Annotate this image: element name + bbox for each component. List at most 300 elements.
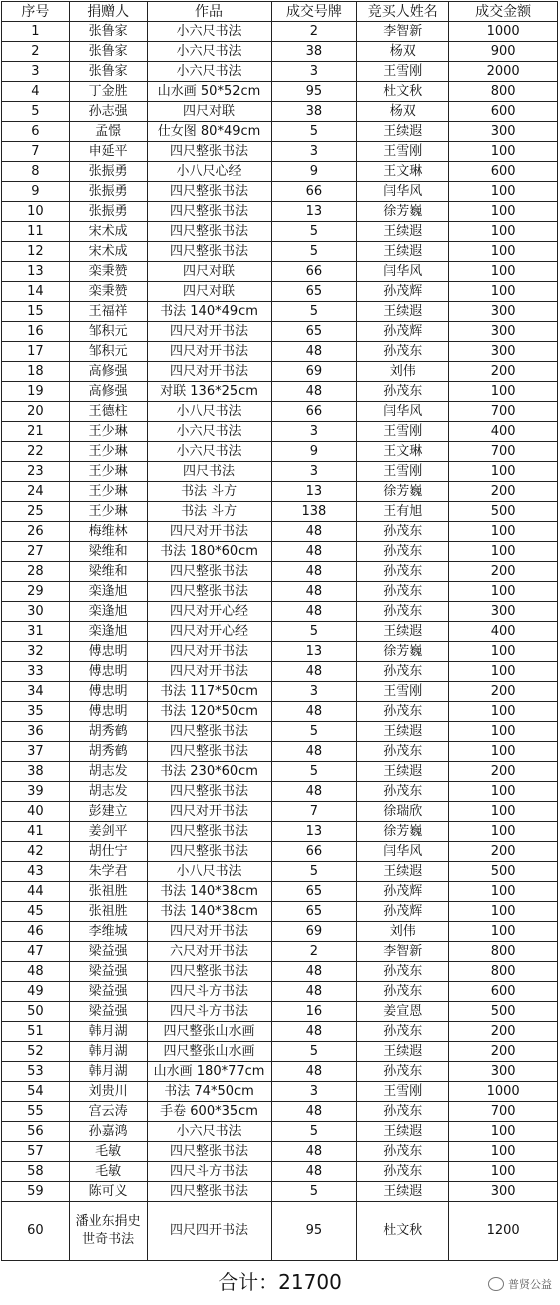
cell-index: 2 [2, 42, 70, 62]
cell-paddle-number: 48 [271, 582, 357, 602]
cell-paddle-number: 38 [271, 102, 357, 122]
cell-donor: 胡志发 [69, 762, 147, 782]
cell-amount: 300 [449, 1182, 558, 1202]
table-row [2, 1062, 558, 1082]
table-row [2, 102, 558, 122]
cell-index: 8 [2, 162, 70, 182]
cell-work: 四尺整张山水画 [147, 1042, 271, 1062]
cell-donor: 陈可义 [69, 1182, 147, 1202]
cell-bidder-name: 王雪刚 [357, 682, 449, 702]
table-row [2, 722, 558, 742]
cell-donor: 毛敏 [69, 1142, 147, 1162]
cell-paddle-number: 3 [271, 682, 357, 702]
table-row [2, 622, 558, 642]
cell-paddle-number: 65 [271, 282, 357, 302]
cell-paddle-number: 66 [271, 402, 357, 422]
cell-work: 四尺整张书法 [147, 842, 271, 862]
cell-index: 40 [2, 802, 70, 822]
cell-donor: 胡秀鹤 [69, 722, 147, 742]
cell-work: 书法 斗方 [147, 482, 271, 502]
table-row [2, 482, 558, 502]
table-row [2, 942, 558, 962]
cell-amount: 500 [449, 862, 558, 882]
cell-amount: 100 [449, 1142, 558, 1162]
cell-amount: 100 [449, 642, 558, 662]
cell-bidder-name: 王续遐 [357, 622, 449, 642]
cell-index: 57 [2, 1142, 70, 1162]
table-row [2, 1202, 558, 1261]
table-row [2, 702, 558, 722]
cell-bidder-name: 王续遐 [357, 242, 449, 262]
cell-paddle-number: 48 [271, 342, 357, 362]
cell-index: 60 [2, 1202, 70, 1261]
cell-paddle-number: 5 [271, 302, 357, 322]
cell-donor: 王少琳 [69, 502, 147, 522]
cell-donor: 邹积元 [69, 322, 147, 342]
cell-bidder-name: 刘伟 [357, 922, 449, 942]
table-row [2, 362, 558, 382]
cell-index: 55 [2, 1102, 70, 1122]
cell-donor: 张鲁家 [69, 42, 147, 62]
cell-donor: 韩月湖 [69, 1022, 147, 1042]
cell-donor: 潘业东捐史世奇书法 [69, 1202, 147, 1261]
cell-work: 四尺斗方书法 [147, 982, 271, 1002]
cell-paddle-number: 3 [271, 142, 357, 162]
cell-index: 44 [2, 882, 70, 902]
table-row [2, 202, 558, 222]
cell-donor: 刘贵川 [69, 1082, 147, 1102]
cell-donor: 丁金胜 [69, 82, 147, 102]
cell-bidder-name: 孙茂东 [357, 522, 449, 542]
cell-work: 书法 180*60cm [147, 542, 271, 562]
cell-work: 小八尺书法 [147, 862, 271, 882]
cell-bidder-name: 孙茂东 [357, 962, 449, 982]
table-row [2, 502, 558, 522]
cell-work: 小八尺书法 [147, 402, 271, 422]
table-row [2, 62, 558, 82]
cell-index: 1 [2, 22, 70, 42]
table-row [2, 442, 558, 462]
table-row [2, 962, 558, 982]
cell-paddle-number: 2 [271, 942, 357, 962]
table-row [2, 822, 558, 842]
table-row [2, 1082, 558, 1102]
cell-bidder-name: 杨双 [357, 102, 449, 122]
cell-index: 26 [2, 522, 70, 542]
cell-index: 13 [2, 262, 70, 282]
cell-paddle-number: 16 [271, 1002, 357, 1022]
cell-paddle-number: 48 [271, 1102, 357, 1122]
cell-work: 四尺对联 [147, 102, 271, 122]
cell-index: 54 [2, 1082, 70, 1102]
table-row [2, 662, 558, 682]
cell-amount: 100 [449, 142, 558, 162]
chat-bubble-icon [488, 1277, 504, 1291]
cell-amount: 200 [449, 842, 558, 862]
cell-amount: 100 [449, 282, 558, 302]
cell-work: 小六尺书法 [147, 1122, 271, 1142]
table-row [2, 742, 558, 762]
cell-bidder-name: 徐芳巍 [357, 482, 449, 502]
table-row [2, 42, 558, 62]
table-row [2, 802, 558, 822]
cell-work: 四尺对联 [147, 262, 271, 282]
cell-amount: 100 [449, 902, 558, 922]
cell-amount: 100 [449, 542, 558, 562]
cell-bidder-name: 李智新 [357, 22, 449, 42]
cell-amount: 100 [449, 522, 558, 542]
cell-work: 手卷 600*35cm [147, 1102, 271, 1122]
cell-work: 四尺整张书法 [147, 1182, 271, 1202]
cell-donor: 王福祥 [69, 302, 147, 322]
cell-paddle-number: 13 [271, 822, 357, 842]
cell-amount: 1200 [449, 1202, 558, 1261]
cell-work: 四尺整张书法 [147, 722, 271, 742]
cell-index: 41 [2, 822, 70, 842]
cell-index: 51 [2, 1022, 70, 1042]
table-row [2, 462, 558, 482]
cell-paddle-number: 5 [271, 862, 357, 882]
cell-bidder-name: 孙茂东 [357, 1022, 449, 1042]
cell-bidder-name: 孙茂辉 [357, 322, 449, 342]
table-row [2, 382, 558, 402]
cell-work: 四尺对联 [147, 282, 271, 302]
cell-work: 书法 74*50cm [147, 1082, 271, 1102]
cell-amount: 2000 [449, 62, 558, 82]
cell-work: 四尺整张书法 [147, 1142, 271, 1162]
cell-index: 12 [2, 242, 70, 262]
cell-index: 3 [2, 62, 70, 82]
cell-work: 书法 120*50cm [147, 702, 271, 722]
cell-paddle-number: 48 [271, 782, 357, 802]
cell-work: 四尺整张书法 [147, 742, 271, 762]
cell-index: 30 [2, 602, 70, 622]
cell-index: 17 [2, 342, 70, 362]
table-row [2, 562, 558, 582]
cell-work: 四尺整张山水画 [147, 1022, 271, 1042]
cell-work: 四尺斗方书法 [147, 1002, 271, 1022]
cell-donor: 张振勇 [69, 182, 147, 202]
cell-bidder-name: 王续遐 [357, 1182, 449, 1202]
cell-amount: 100 [449, 182, 558, 202]
table-row [2, 262, 558, 282]
cell-amount: 500 [449, 1002, 558, 1022]
cell-work: 四尺整张书法 [147, 822, 271, 842]
cell-paddle-number: 48 [271, 982, 357, 1002]
cell-paddle-number: 38 [271, 42, 357, 62]
cell-amount: 1000 [449, 22, 558, 42]
cell-index: 6 [2, 122, 70, 142]
cell-donor: 栾秉赞 [69, 262, 147, 282]
cell-paddle-number: 5 [271, 622, 357, 642]
cell-paddle-number: 5 [271, 1122, 357, 1142]
cell-bidder-name: 王续遐 [357, 302, 449, 322]
cell-paddle-number: 66 [271, 262, 357, 282]
cell-bidder-name: 孙茂辉 [357, 282, 449, 302]
cell-donor: 韩月湖 [69, 1042, 147, 1062]
cell-bidder-name: 闫华风 [357, 262, 449, 282]
cell-amount: 600 [449, 162, 558, 182]
cell-bidder-name: 孙茂东 [357, 602, 449, 622]
cell-paddle-number: 48 [271, 382, 357, 402]
cell-donor: 毛敏 [69, 1162, 147, 1182]
cell-paddle-number: 3 [271, 62, 357, 82]
cell-amount: 400 [449, 422, 558, 442]
cell-work: 四尺对开书法 [147, 522, 271, 542]
cell-index: 37 [2, 742, 70, 762]
cell-work: 四尺斗方书法 [147, 1162, 271, 1182]
cell-index: 49 [2, 982, 70, 1002]
cell-paddle-number: 3 [271, 462, 357, 482]
header-bidder-name: 竞买人姓名 [357, 2, 449, 22]
cell-bidder-name: 孙茂东 [357, 582, 449, 602]
cell-amount: 200 [449, 1042, 558, 1062]
cell-work: 小六尺书法 [147, 422, 271, 442]
cell-index: 27 [2, 542, 70, 562]
cell-work: 山水画 180*77cm [147, 1062, 271, 1082]
cell-work: 书法 140*38cm [147, 882, 271, 902]
table-row [2, 902, 558, 922]
cell-amount: 100 [449, 782, 558, 802]
cell-work: 四尺整张书法 [147, 202, 271, 222]
cell-amount: 800 [449, 942, 558, 962]
cell-bidder-name: 杨双 [357, 42, 449, 62]
cell-index: 7 [2, 142, 70, 162]
table-header-row [2, 2, 558, 22]
cell-index: 52 [2, 1042, 70, 1062]
cell-paddle-number: 13 [271, 642, 357, 662]
table-row [2, 242, 558, 262]
table-row [2, 22, 558, 42]
cell-donor: 王少琳 [69, 422, 147, 442]
cell-work: 四尺对开书法 [147, 642, 271, 662]
cell-donor: 梁益强 [69, 1002, 147, 1022]
cell-work: 小六尺书法 [147, 22, 271, 42]
cell-index: 53 [2, 1062, 70, 1082]
cell-paddle-number: 48 [271, 602, 357, 622]
cell-bidder-name: 徐芳巍 [357, 642, 449, 662]
cell-index: 15 [2, 302, 70, 322]
cell-index: 50 [2, 1002, 70, 1022]
cell-amount: 100 [449, 822, 558, 842]
cell-bidder-name: 孙茂东 [357, 1102, 449, 1122]
cell-amount: 100 [449, 802, 558, 822]
cell-donor: 梁益强 [69, 982, 147, 1002]
cell-index: 47 [2, 942, 70, 962]
cell-donor: 栾逢旭 [69, 622, 147, 642]
cell-work: 四尺对开书法 [147, 662, 271, 682]
cell-bidder-name: 闫华风 [357, 182, 449, 202]
cell-bidder-name: 王有旭 [357, 502, 449, 522]
cell-amount: 100 [449, 1122, 558, 1142]
cell-paddle-number: 5 [271, 722, 357, 742]
watermark [488, 1276, 552, 1292]
table-row [2, 982, 558, 1002]
cell-donor: 梁维和 [69, 562, 147, 582]
cell-donor: 栾秉赞 [69, 282, 147, 302]
cell-amount: 200 [449, 1022, 558, 1042]
cell-work: 书法 230*60cm [147, 762, 271, 782]
cell-index: 21 [2, 422, 70, 442]
cell-index: 24 [2, 482, 70, 502]
cell-amount: 100 [449, 882, 558, 902]
cell-amount: 200 [449, 762, 558, 782]
cell-work: 四尺整张书法 [147, 242, 271, 262]
cell-paddle-number: 5 [271, 242, 357, 262]
cell-paddle-number: 48 [271, 542, 357, 562]
cell-paddle-number: 9 [271, 442, 357, 462]
cell-paddle-number: 65 [271, 882, 357, 902]
cell-bidder-name: 徐瑞欣 [357, 802, 449, 822]
cell-paddle-number: 95 [271, 1202, 357, 1261]
cell-index: 9 [2, 182, 70, 202]
cell-amount: 100 [449, 242, 558, 262]
table-row [2, 402, 558, 422]
cell-donor: 栾逢旭 [69, 582, 147, 602]
cell-work: 六尺对开书法 [147, 942, 271, 962]
cell-index: 16 [2, 322, 70, 342]
cell-work: 四尺整张书法 [147, 582, 271, 602]
cell-amount: 100 [449, 662, 558, 682]
cell-donor: 邹积元 [69, 342, 147, 362]
auction-results-table [1, 1, 558, 1261]
cell-work: 仕女图 80*49cm [147, 122, 271, 142]
cell-paddle-number: 48 [271, 562, 357, 582]
cell-amount: 100 [449, 742, 558, 762]
cell-work: 四尺对开书法 [147, 322, 271, 342]
cell-amount: 100 [449, 722, 558, 742]
cell-bidder-name: 李智新 [357, 942, 449, 962]
cell-donor: 傅忠明 [69, 662, 147, 682]
cell-paddle-number: 95 [271, 82, 357, 102]
cell-bidder-name: 孙茂东 [357, 1162, 449, 1182]
table-row [2, 922, 558, 942]
cell-donor: 张振勇 [69, 162, 147, 182]
cell-index: 29 [2, 582, 70, 602]
cell-bidder-name: 王续遐 [357, 222, 449, 242]
table-row [2, 142, 558, 162]
cell-donor: 张祖胜 [69, 882, 147, 902]
header-index: 序号 [2, 2, 70, 22]
cell-amount: 100 [449, 382, 558, 402]
cell-paddle-number: 2 [271, 22, 357, 42]
cell-work: 四尺对开书法 [147, 362, 271, 382]
cell-index: 11 [2, 222, 70, 242]
table-row [2, 522, 558, 542]
table-row [2, 1042, 558, 1062]
cell-work: 小六尺书法 [147, 62, 271, 82]
cell-paddle-number: 5 [271, 1182, 357, 1202]
cell-bidder-name: 杜文秋 [357, 82, 449, 102]
table-row [2, 1122, 558, 1142]
cell-bidder-name: 孙茂辉 [357, 902, 449, 922]
table-row [2, 762, 558, 782]
cell-index: 59 [2, 1182, 70, 1202]
cell-amount: 100 [449, 222, 558, 242]
cell-bidder-name: 王雪刚 [357, 142, 449, 162]
cell-bidder-name: 王雪刚 [357, 462, 449, 482]
cell-amount: 300 [449, 342, 558, 362]
cell-work: 四尺对开心经 [147, 622, 271, 642]
cell-work: 四尺对开书法 [147, 922, 271, 942]
cell-bidder-name: 闫华风 [357, 842, 449, 862]
cell-bidder-name: 孙茂东 [357, 542, 449, 562]
cell-amount: 100 [449, 262, 558, 282]
cell-index: 23 [2, 462, 70, 482]
cell-paddle-number: 13 [271, 202, 357, 222]
cell-amount: 700 [449, 1102, 558, 1122]
cell-index: 19 [2, 382, 70, 402]
cell-amount: 100 [449, 462, 558, 482]
cell-paddle-number: 138 [271, 502, 357, 522]
cell-donor: 宋术成 [69, 242, 147, 262]
cell-bidder-name: 王续遐 [357, 862, 449, 882]
cell-donor: 张鲁家 [69, 22, 147, 42]
cell-index: 25 [2, 502, 70, 522]
cell-work: 四尺整张书法 [147, 782, 271, 802]
cell-donor: 王少琳 [69, 482, 147, 502]
cell-index: 18 [2, 362, 70, 382]
cell-paddle-number: 48 [271, 702, 357, 722]
cell-bidder-name: 王文琳 [357, 162, 449, 182]
cell-amount: 100 [449, 702, 558, 722]
cell-bidder-name: 王雪刚 [357, 62, 449, 82]
cell-bidder-name: 孙茂东 [357, 562, 449, 582]
cell-amount: 700 [449, 442, 558, 462]
cell-work: 书法 斗方 [147, 502, 271, 522]
header-paddle-number: 成交号牌 [271, 2, 357, 22]
cell-donor: 梁维和 [69, 542, 147, 562]
cell-paddle-number: 3 [271, 422, 357, 442]
cell-index: 20 [2, 402, 70, 422]
cell-work: 四尺整张书法 [147, 182, 271, 202]
cell-donor: 傅忠明 [69, 682, 147, 702]
cell-amount: 100 [449, 1162, 558, 1182]
table-row [2, 122, 558, 142]
cell-index: 35 [2, 702, 70, 722]
cell-work: 四尺对开书法 [147, 802, 271, 822]
cell-index: 45 [2, 902, 70, 922]
cell-donor: 韩月湖 [69, 1062, 147, 1082]
cell-bidder-name: 闫华风 [357, 402, 449, 422]
cell-work: 四尺对开书法 [147, 342, 271, 362]
cell-donor: 孙嘉鸿 [69, 1122, 147, 1142]
cell-amount: 200 [449, 562, 558, 582]
cell-paddle-number: 5 [271, 1042, 357, 1062]
cell-work: 四尺对开心经 [147, 602, 271, 622]
cell-bidder-name: 徐芳巍 [357, 202, 449, 222]
table-row [2, 682, 558, 702]
table-row [2, 1002, 558, 1022]
table-row [2, 582, 558, 602]
cell-donor: 傅忠明 [69, 642, 147, 662]
cell-donor: 孟憬 [69, 122, 147, 142]
cell-amount: 400 [449, 622, 558, 642]
table-row [2, 322, 558, 342]
header-work: 作品 [147, 2, 271, 22]
cell-donor: 王德柱 [69, 402, 147, 422]
cell-amount: 100 [449, 922, 558, 942]
cell-work: 四尺整张书法 [147, 962, 271, 982]
cell-amount: 300 [449, 602, 558, 622]
cell-bidder-name: 王文琳 [357, 442, 449, 462]
cell-index: 34 [2, 682, 70, 702]
cell-bidder-name: 王续遐 [357, 762, 449, 782]
cell-paddle-number: 48 [271, 1142, 357, 1162]
cell-amount: 300 [449, 1062, 558, 1082]
cell-bidder-name: 孙茂辉 [357, 882, 449, 902]
cell-index: 42 [2, 842, 70, 862]
